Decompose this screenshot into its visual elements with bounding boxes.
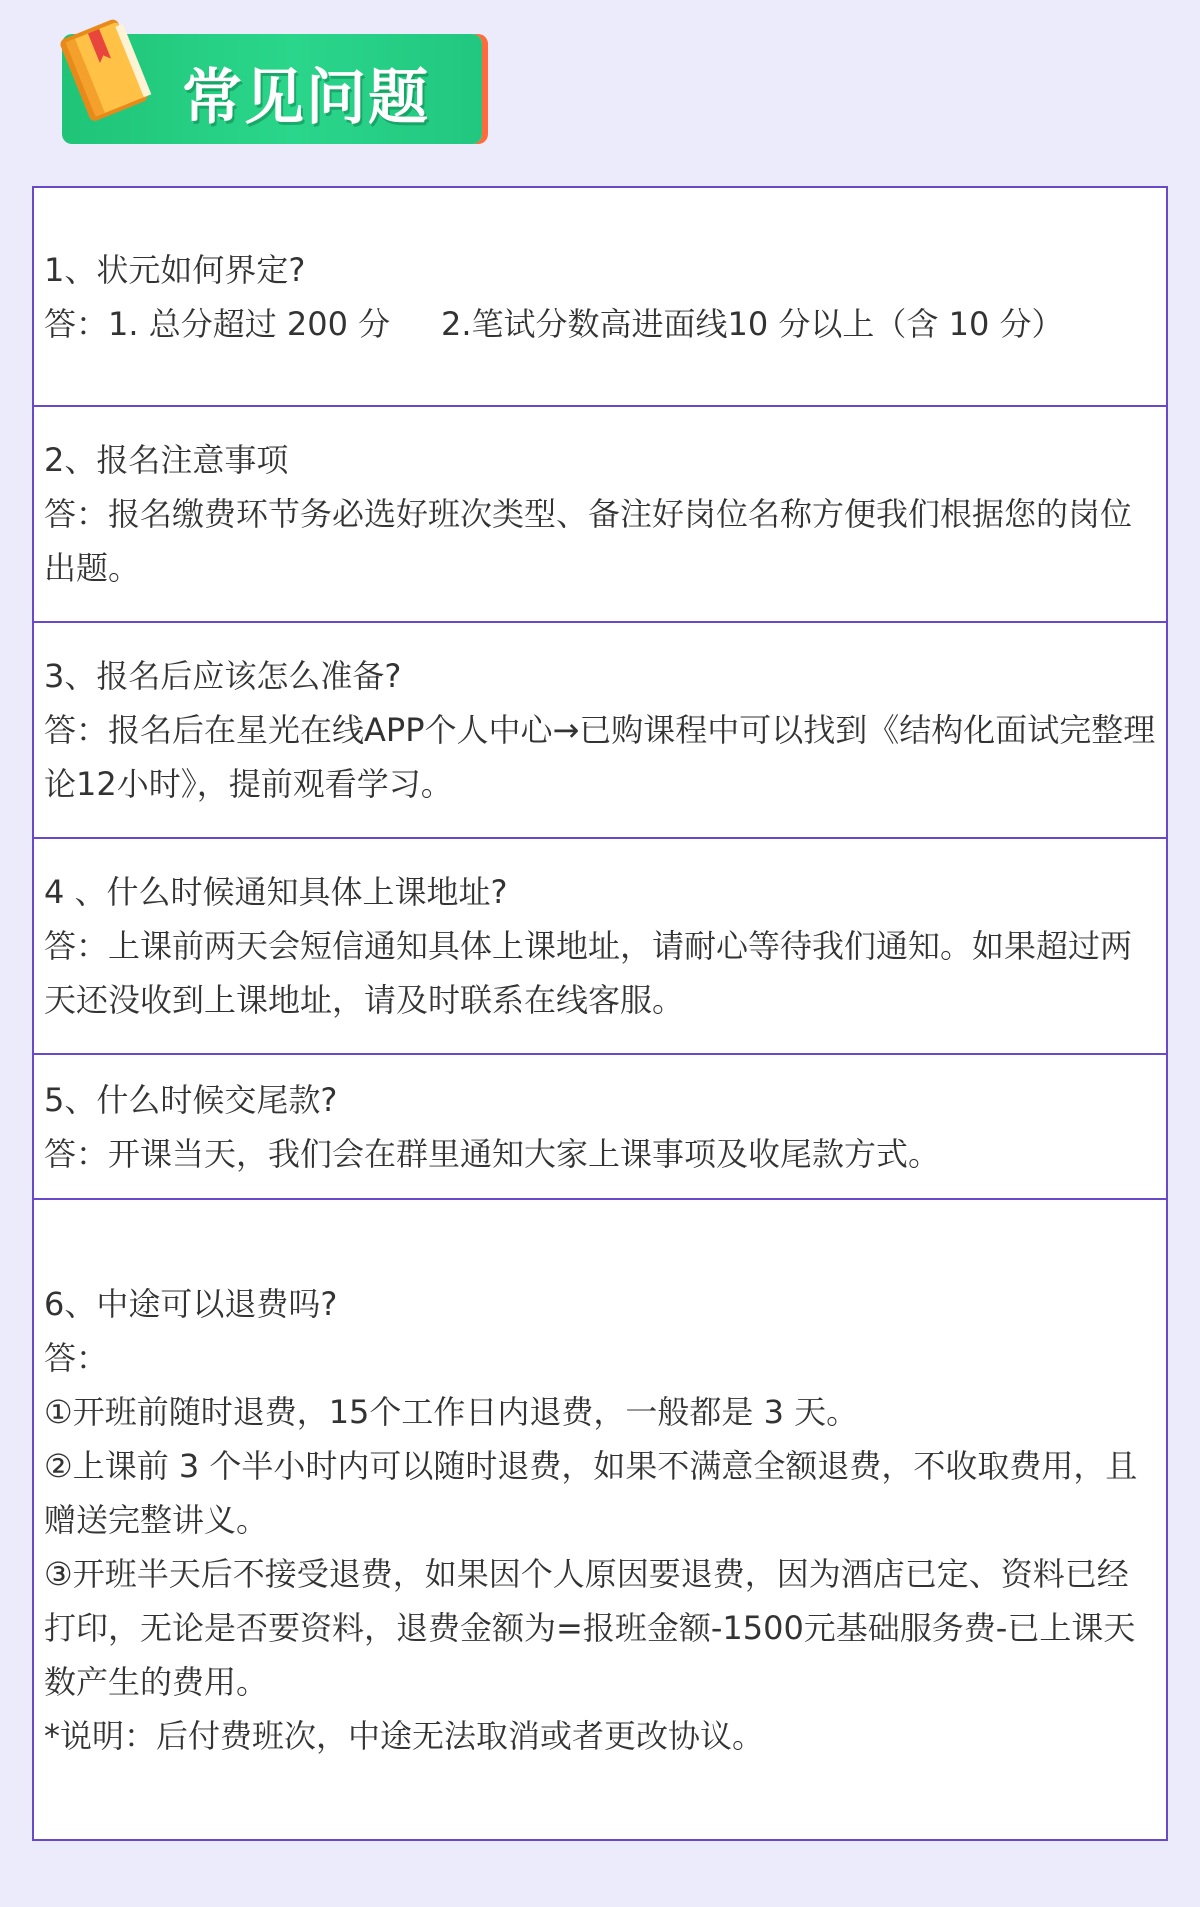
faq-question: 2、报名注意事项 — [44, 441, 289, 479]
faq-answer: 答：报名缴费环节务必选好班次类型、备注好岗位名称方便我们根据您的岗位出题。 — [44, 495, 1133, 587]
faq-question: 6、中途可以退费吗? — [44, 1284, 338, 1323]
faq-question: 3、报名后应该怎么准备? — [44, 657, 402, 695]
page-title: 常见问题 — [182, 63, 430, 133]
faq-answer: 答：报名后在星光在线APP个人中心→已购课程中可以找到《结构化面试完整理论12小时》，提前观看学习。 — [44, 711, 1156, 803]
faq-answer: 答：1. 总分超过 200 分 2.笔试分数高进面线10 分以上（含 10 分） — [44, 304, 1064, 343]
faq-question: 1、状元如何界定? — [44, 250, 306, 289]
faq-question: 5、什么时候交尾款? — [44, 1080, 338, 1119]
faq-item-6 — [34, 1200, 1166, 1839]
faq-table — [32, 186, 1168, 1841]
faq-item-2 — [34, 407, 1166, 623]
faq-answer-label: 答： — [44, 1338, 109, 1377]
faq-answer: 答：开课当天，我们会在群里通知大家上课事项及收尾款方式。 — [44, 1134, 941, 1173]
faq-item-5 — [34, 1055, 1166, 1200]
refund-point-3: ③开班半天后不接受退费，如果因个人原因要退费，因为酒店已定、资料已经打印，无论是否要资料，退费金额为=报班金额-1500元基础服务费-已上课天数产生的费用。 — [44, 1554, 1136, 1701]
book-icon — [40, 8, 170, 138]
faq-item-4 — [34, 839, 1166, 1055]
faq-item-1 — [34, 188, 1166, 407]
faq-question: 4 、什么时候通知具体上课地址? — [44, 873, 508, 911]
faq-answer: 答：上课前两天会短信通知具体上课地址，请耐心等待我们通知。如果超过两天还没收到上课地址，请及时联系在线客服。 — [44, 927, 1133, 1019]
faq-header — [40, 8, 490, 148]
refund-point-1: ①开班前随时退费，15个工作日内退费，一般都是 3 天。 — [44, 1392, 859, 1431]
refund-point-2: ②上课前 3 个半小时内可以随时退费，如果不满意全额退费，不收取费用，且赠送完整讲义。 — [44, 1446, 1138, 1539]
faq-item-3 — [34, 623, 1166, 839]
refund-note: *说明：后付费班次，中途无法取消或者更改协议。 — [44, 1716, 765, 1755]
